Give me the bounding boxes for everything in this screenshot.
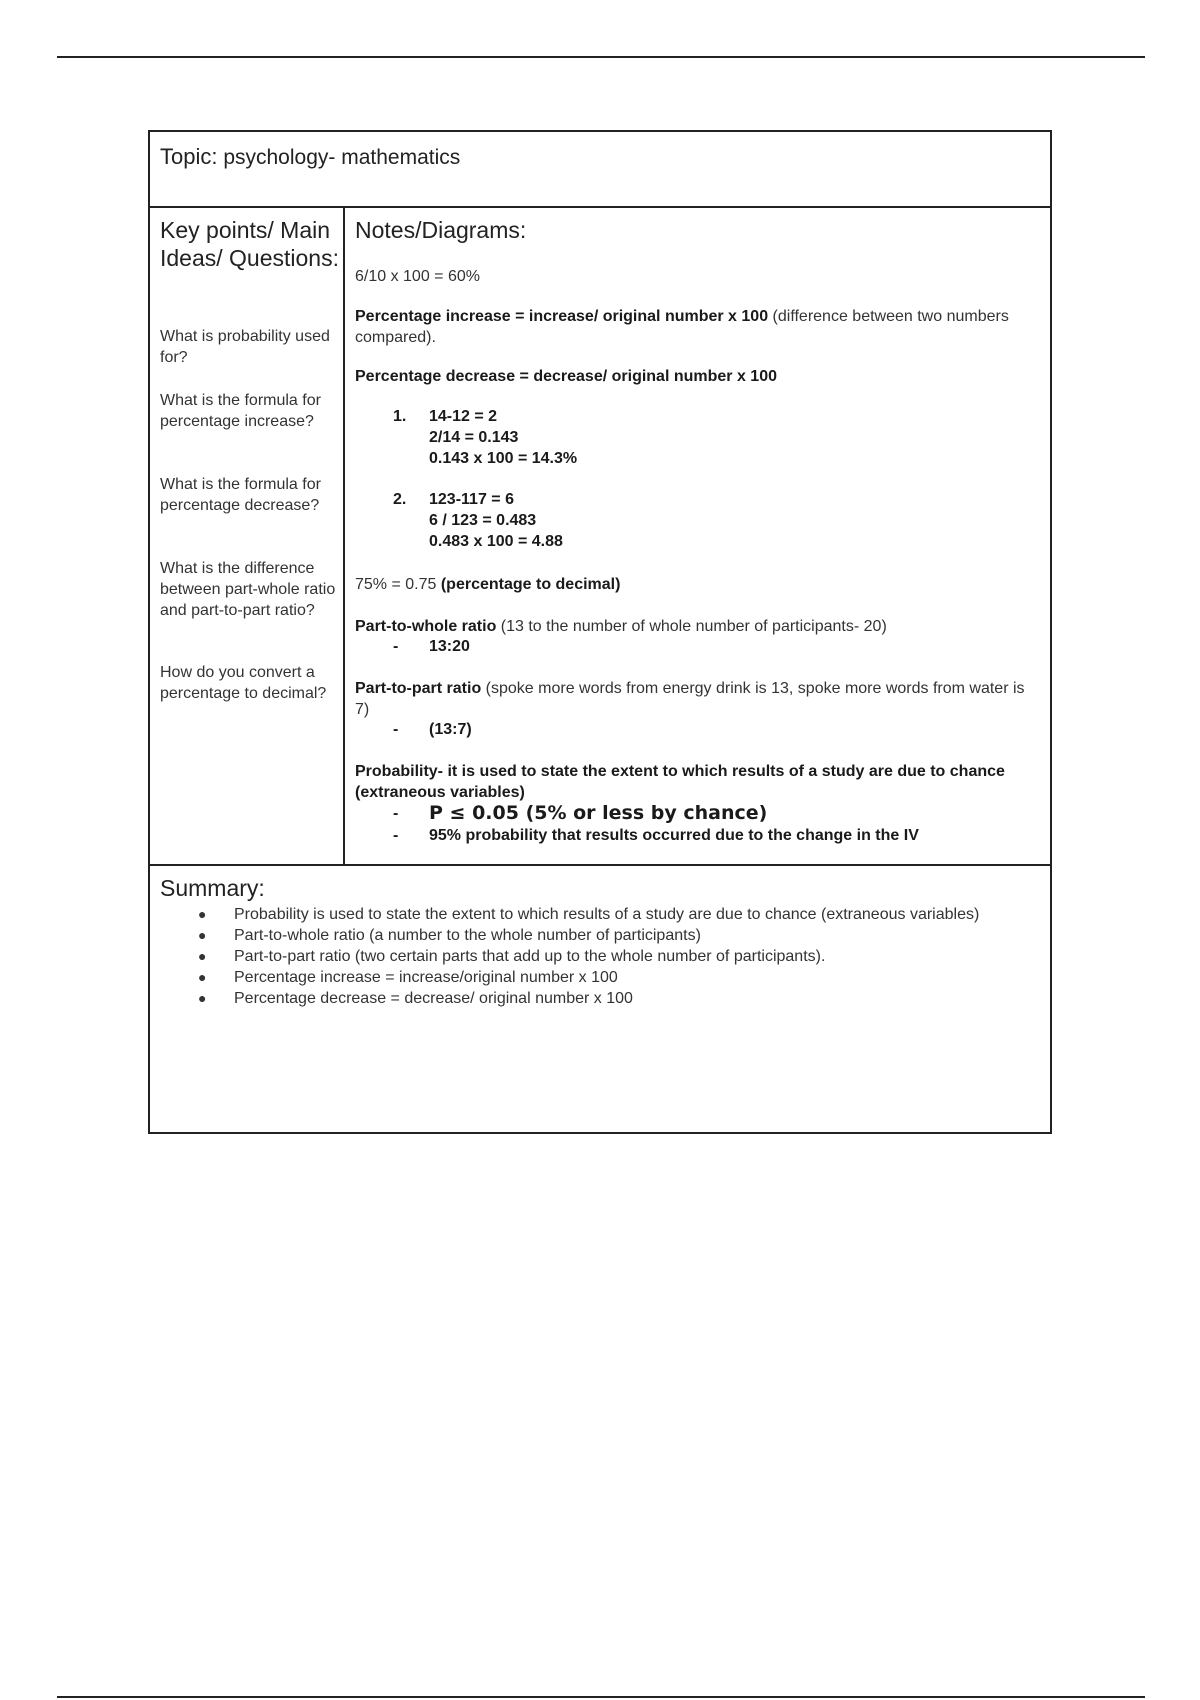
note-line: 6/10 x 100 = 60%: [355, 268, 480, 285]
key-points-heading: Key points/ Main Ideas/ Questions:: [160, 217, 339, 271]
step-line: 6 / 123 = 0.483: [429, 512, 537, 529]
bullet-icon: ●: [198, 906, 207, 922]
probability-text: 95% probability that results occurred due to the change in the IV: [429, 827, 919, 844]
note-percentage-decrease: Percentage decrease = decrease/ original number x 100: [355, 368, 777, 385]
summary-text: Part-to-part ratio (two certain parts that add up to the whole number of participants).: [234, 948, 826, 965]
note-part-to-whole: [355, 616, 1035, 637]
summary-item: [198, 904, 998, 925]
topic-label: Topic:: [160, 144, 218, 169]
cornell-notes-table: [148, 130, 1052, 1134]
notes-column: [345, 208, 1050, 864]
notes-heading: Notes/Diagrams:: [355, 217, 527, 243]
summary-list: [198, 904, 998, 1009]
note-bold: (percentage to decimal): [440, 576, 621, 593]
dash-mark: -: [393, 827, 399, 844]
summary-text: Percentage increase = increase/original number x 100: [234, 969, 618, 986]
note-text: 75% = 0.75: [355, 576, 441, 593]
p-value-text: P ≤ 0.05 (5% or less by chance): [429, 802, 768, 824]
bullet-icon: ●: [198, 948, 207, 964]
step-line: 123-117 = 6: [429, 491, 514, 508]
step-line: 0.483 x 100 = 4.88: [429, 533, 563, 550]
summary-section: [150, 866, 1050, 1132]
step-number: 1.: [393, 408, 407, 425]
header-rule: [57, 56, 1145, 58]
summary-text: Percentage decrease = decrease/ original number x 100: [234, 990, 633, 1007]
note-bold: Part-to-part ratio: [355, 680, 482, 697]
key-points-column: [150, 208, 345, 864]
question-item: What is probability used for?: [160, 328, 330, 366]
note-percentage-increase: [355, 306, 1035, 348]
summary-item: [198, 988, 998, 1009]
topic-line: [160, 144, 460, 170]
note-text: (difference between two numbers compared).: [355, 308, 1009, 346]
summary-item: [198, 946, 998, 967]
topic-value: psychology- mathematics: [223, 146, 461, 169]
ratio-value: 13:20: [429, 638, 470, 655]
note-decimal: [355, 574, 1035, 595]
dash-mark: -: [393, 805, 399, 822]
question-item: How do you convert a percentage to decimal?: [160, 664, 327, 702]
bullet-icon: ●: [198, 927, 207, 943]
summary-item: [198, 925, 998, 946]
dash-mark: -: [393, 721, 399, 738]
question-item: What is the formula for percentage decrease?: [160, 476, 321, 514]
ratio-value: (13:7): [429, 721, 472, 738]
dash-mark: -: [393, 638, 399, 655]
note-part-to-part: [355, 678, 1035, 720]
note-bold: Part-to-whole ratio: [355, 618, 497, 635]
step-line: 14-12 = 2: [429, 408, 498, 425]
note-text: (spoke more words from energy drink is 13, spoke more words from water is 7): [355, 680, 1025, 718]
bullet-icon: ●: [198, 990, 207, 1006]
question-item: What is the formula for percentage increase?: [160, 392, 321, 430]
note-text: (13 to the number of whole number of participants- 20): [496, 618, 887, 635]
summary-text: Part-to-whole ratio (a number to the whole number of participants): [234, 927, 701, 944]
bullet-icon: ●: [198, 969, 207, 985]
summary-item: [198, 967, 998, 988]
step-number: 2.: [393, 491, 407, 508]
topic-row: [150, 132, 1050, 208]
summary-text: Probability is used to state the extent to which results of a study are due to chance (extraneous variables): [234, 906, 980, 923]
notes-row: [150, 208, 1050, 866]
step-line: 2/14 = 0.143: [429, 429, 519, 446]
summary-heading: Summary:: [160, 875, 265, 901]
note-bold: Percentage increase = increase/ original number x 100: [355, 308, 769, 325]
note-probability: Probability- it is used to state the extent to which results of a study are due to chance (extraneous variables): [355, 763, 1005, 801]
question-item: What is the difference between part-whole ratio and part-to-part ratio?: [160, 560, 336, 619]
step-line: 0.143 x 100 = 14.3%: [429, 450, 578, 467]
footer-rule: [57, 1696, 1145, 1698]
